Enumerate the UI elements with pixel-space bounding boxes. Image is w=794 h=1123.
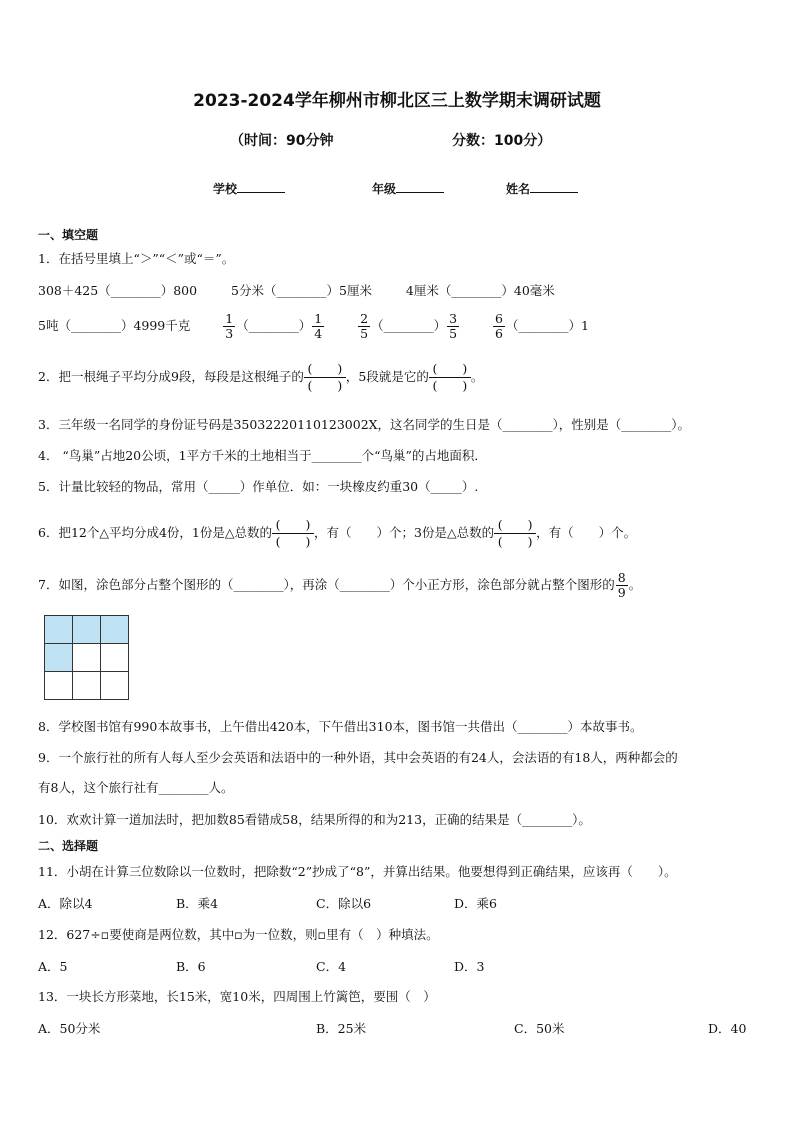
fraction: $\frac{2}{5}$ bbox=[360, 311, 369, 341]
section-fill-in-title: 一、填空题 bbox=[38, 228, 99, 242]
grade-blank[interactable] bbox=[396, 180, 444, 193]
q11-option-b[interactable]: B．乘4 bbox=[176, 896, 219, 911]
question-11: 11．小胡在计算三位数除以一位数时，把除数“2”抄成了“8”，并算出结果。他要想得到正确结果，应该再（ ）。 bbox=[38, 864, 677, 879]
fraction: $\frac{8}{9}$ bbox=[617, 570, 626, 600]
question-13: 13．一块长方形菜地，长15米，宽10米，四周围上竹篱笆，要围（ ） bbox=[38, 989, 436, 1004]
q13-option-a[interactable]: A．50分米 bbox=[38, 1021, 101, 1036]
q12-option-d[interactable]: D．3 bbox=[454, 959, 485, 974]
grid-cell bbox=[45, 672, 73, 700]
question-1-text: 1．在括号里填上“＞”“＜”或“＝”。 bbox=[38, 251, 235, 266]
page-title: 2023-2024学年柳州市柳北区三上数学期末调研试题 bbox=[193, 91, 601, 111]
fraction: $\frac{6}{6}$ bbox=[495, 311, 503, 341]
question-10: 10．欢欢计算一道加法时，把加数85看错成58，结果所得的和为213，正确的结果是（________）。 bbox=[38, 812, 591, 827]
grid-cell bbox=[101, 616, 129, 644]
grid-cell bbox=[73, 672, 101, 700]
grid-cell bbox=[73, 616, 101, 644]
q1-compare-c: 4厘米（________）40毫米 bbox=[405, 283, 555, 298]
q11-option-d[interactable]: D．乘6 bbox=[454, 896, 497, 911]
grid-cell bbox=[45, 616, 73, 644]
grade-field[interactable] bbox=[372, 180, 444, 197]
name-blank[interactable] bbox=[530, 180, 578, 193]
section-choice-title: 二、选择题 bbox=[38, 839, 99, 853]
school-field[interactable] bbox=[213, 180, 285, 197]
question-3: 3．三年级一名同学的身份证号码是35032220110123002X，这名同学的生日是（________），性别是（________）。 bbox=[38, 417, 691, 432]
q1-compare-a: 308＋425（________）800 bbox=[38, 283, 198, 298]
q13-option-c[interactable]: C．50米 bbox=[514, 1021, 565, 1036]
question-8: 8．学校图书馆有990本故事书，上午借出420本，下午借出310本，图书馆一共借出（________）本故事书。 bbox=[38, 719, 643, 734]
q13-option-d[interactable]: D．40 bbox=[708, 1021, 747, 1036]
q13-option-b[interactable]: B．25米 bbox=[316, 1021, 367, 1036]
question-2: 2．把一根绳子平均分成9段，每段是这根绳子的 $\frac{( )}{( )}$ ，5段就是它的 $\frac{( )}{( )}$ 。 bbox=[38, 361, 484, 393]
fraction: $\frac{3}{5}$ bbox=[449, 311, 458, 341]
shaded-grid-figure bbox=[44, 615, 129, 700]
fraction: $\frac{1}{4}$ bbox=[314, 311, 323, 341]
grade-label: 年级 bbox=[372, 182, 397, 196]
exam-score: 分数：100分） bbox=[452, 133, 552, 149]
school-label: 学校 bbox=[213, 182, 238, 196]
question-7: 7．如图，涂色部分占整个图形的（________），再涂（________）个小正方形，涂色部分就占整个图形的 $\frac{8}{9}$ 。 bbox=[38, 570, 642, 600]
question-1-row-2: 5吨（________）4999千克 $\frac{1}{3}$ （________） $\frac{1}{4}$ $\frac{2}{5}$ （________） $\frac{3}{5}$ $\frac{6}{6}$ （________）1 bbox=[38, 311, 589, 341]
q12-option-b[interactable]: B．6 bbox=[176, 959, 206, 974]
q1-compare-d: 5吨（________）4999千克 bbox=[38, 318, 191, 333]
grid-cell bbox=[73, 644, 101, 672]
name-field[interactable] bbox=[506, 180, 578, 197]
q11-option-a[interactable]: A．除以4 bbox=[38, 896, 93, 911]
question-9-line-1: 9．一个旅行社的所有人每人至少会英语和法语中的一种外语，其中会英语的有24人，会法语的有18人，两种都会的 bbox=[38, 750, 678, 765]
fraction: $\frac{1}{3}$ bbox=[225, 311, 234, 341]
answer-fraction-blank[interactable]: $\frac{( )}{( )}$ bbox=[494, 517, 536, 550]
answer-fraction-blank[interactable]: $\frac{( )}{( )}$ bbox=[304, 361, 346, 394]
answer-fraction-blank[interactable]: $\frac{( )}{( )}$ bbox=[272, 517, 314, 550]
q11-option-c[interactable]: C．除以6 bbox=[316, 896, 372, 911]
grid-cell bbox=[101, 672, 129, 700]
q1-compare-b: 5分米（________）5厘米 bbox=[231, 283, 372, 298]
grid-cell bbox=[101, 644, 129, 672]
answer-fraction-blank[interactable]: $\frac{( )}{( )}$ bbox=[429, 361, 471, 394]
q12-option-c[interactable]: C．4 bbox=[316, 959, 347, 974]
grid-cell bbox=[45, 644, 73, 672]
question-1-row-1 bbox=[38, 282, 555, 300]
q12-option-a[interactable]: A．5 bbox=[38, 959, 68, 974]
question-6: 6．把12个△平均分成4份，1份是△总数的 $\frac{( )}{( )}$ ，有（ ）个；3份是△总数的 $\frac{( )}{( )}$ ，有（ ）个。 bbox=[38, 517, 637, 549]
question-12: 12．627÷▫要使商是两位数，其中▫为一位数，则▫里有（ ）种填法。 bbox=[38, 927, 439, 942]
school-blank[interactable] bbox=[237, 180, 285, 193]
question-4: 4． “鸟巢”占地20公顷，1平方千米的土地相当于________个“鸟巢”的占地面积． bbox=[38, 448, 487, 463]
question-9-line-2: 有8人，这个旅行社有________人。 bbox=[38, 780, 234, 795]
name-label: 姓名 bbox=[506, 182, 531, 196]
exam-time: （时间：90分钟 bbox=[230, 133, 334, 149]
question-5: 5．计量比较轻的物品，常用（_____）作单位．如：一块橡皮约重30（_____）. bbox=[38, 479, 479, 494]
